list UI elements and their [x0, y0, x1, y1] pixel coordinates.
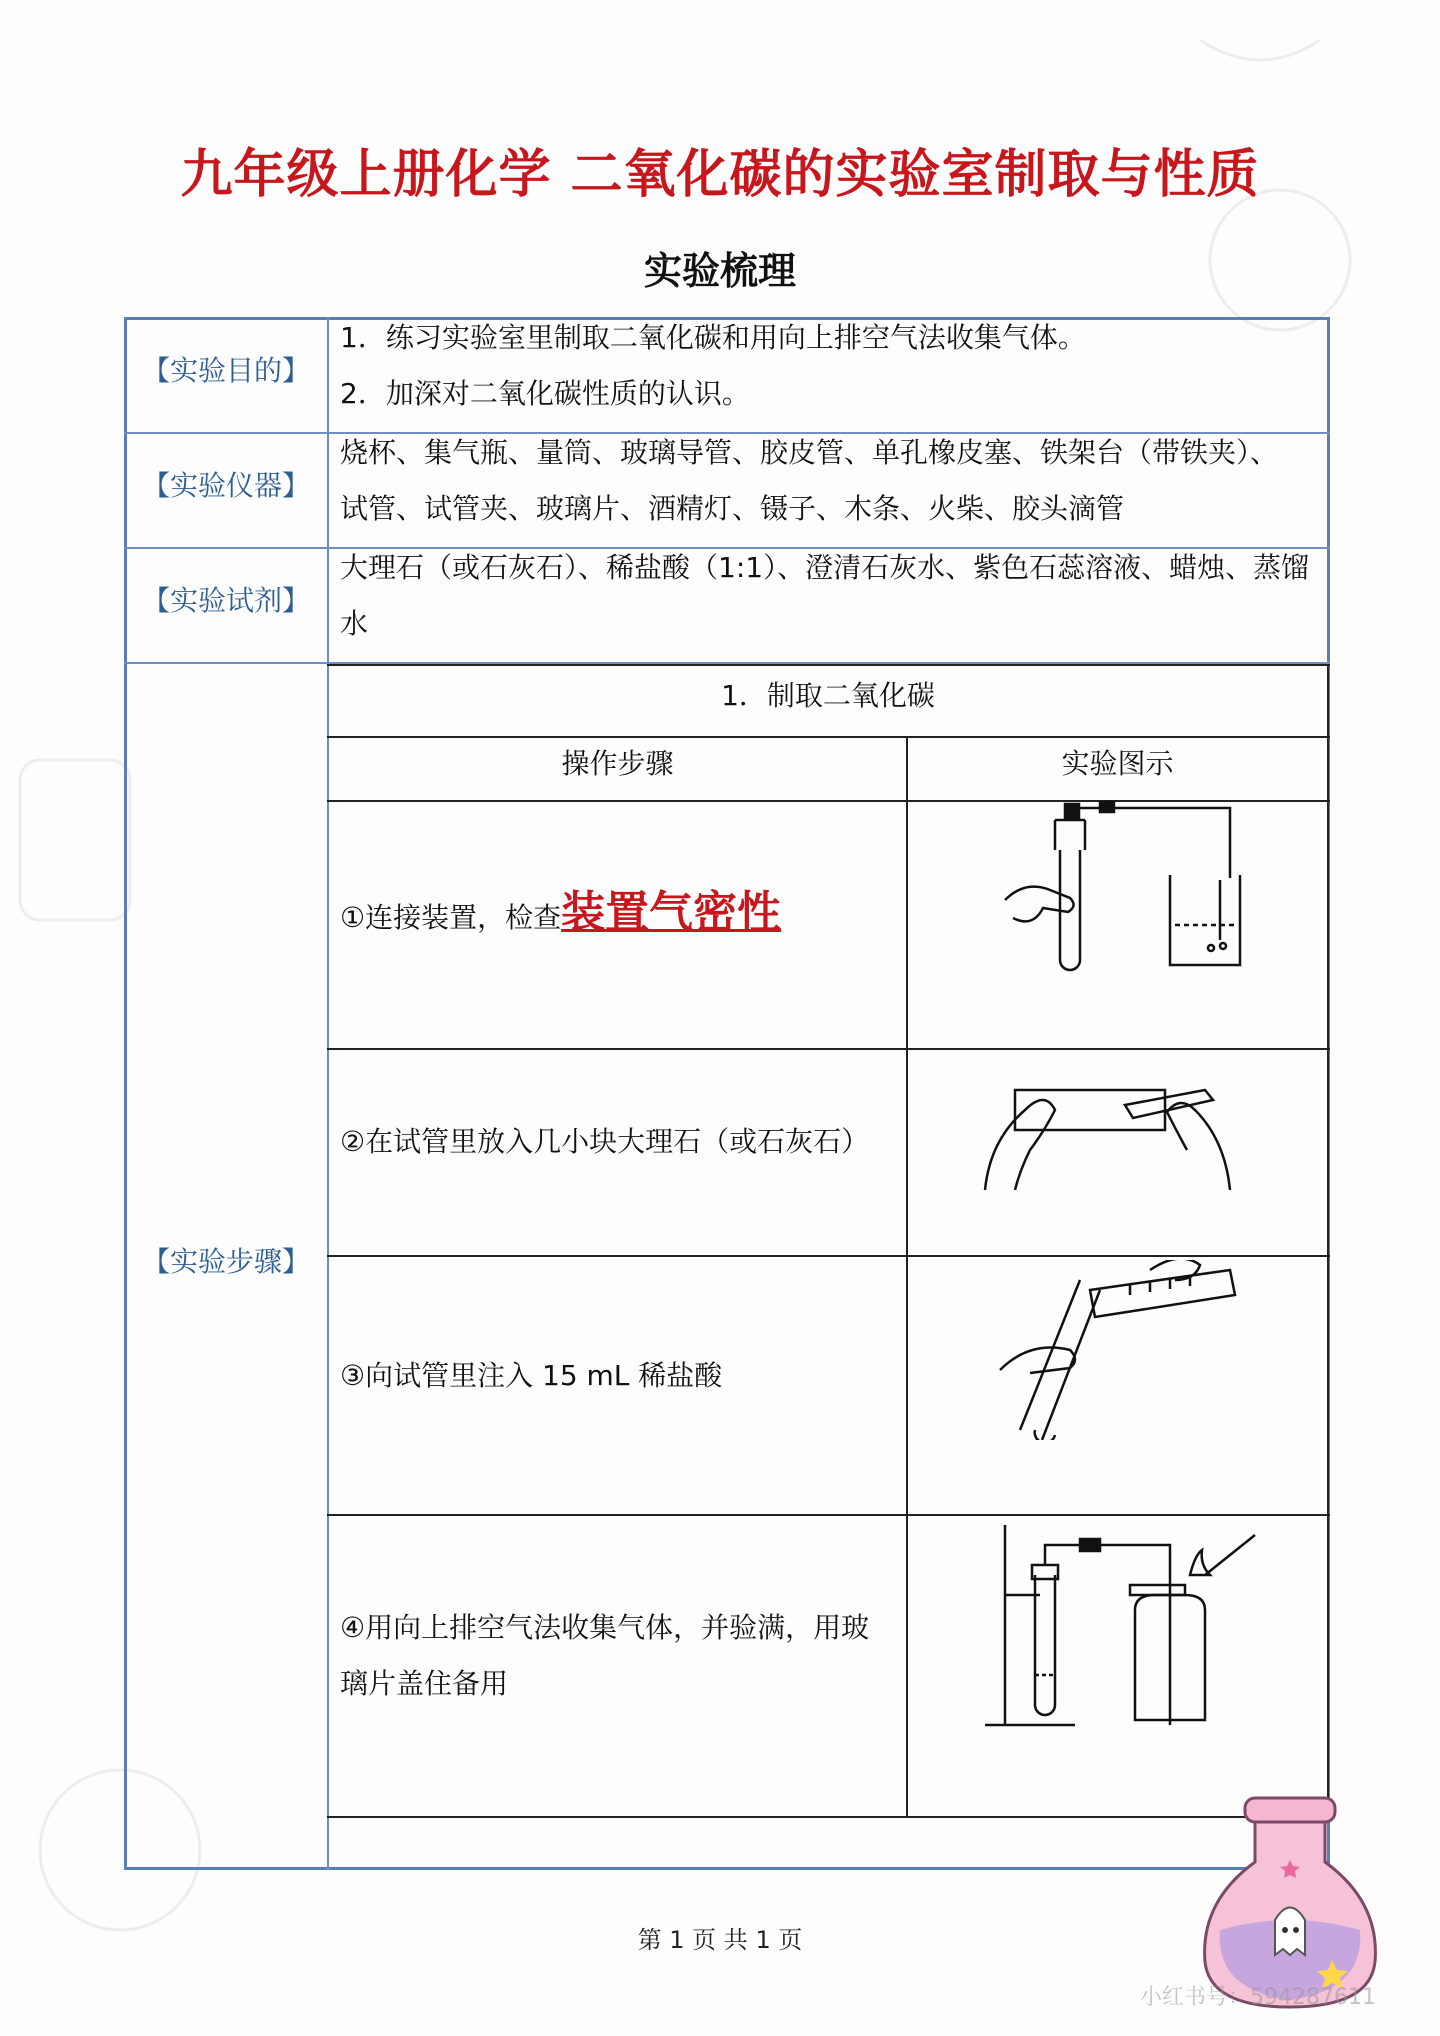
reagents-line-2: 水	[340, 607, 369, 640]
purpose-line-2: 2．加深对二氧化碳性质的认识。	[340, 377, 750, 410]
inner-table-border	[327, 664, 1330, 666]
add-marble-figure	[975, 1050, 1275, 1210]
inner-table-border	[327, 736, 1330, 738]
step-4-text	[340, 1600, 900, 1712]
page-title: 九年级上册化学 二氧化碳的实验室制取与性质	[180, 145, 1260, 205]
collect-gas-figure	[975, 1515, 1265, 1730]
step-3-text: ③向试管里注入 15 mL 稀盐酸	[340, 1359, 723, 1392]
pour-acid-figure	[990, 1260, 1270, 1440]
purpose-label: 【实验目的】	[141, 354, 310, 387]
page-footer: 第 1 页 共 1 页	[637, 1926, 803, 1954]
instruments-label: 【实验仪器】	[141, 469, 310, 502]
watermark-text: 小红书号：594287611	[1140, 1985, 1376, 2010]
inner-table-border	[906, 736, 908, 1816]
step-1-text	[340, 885, 900, 946]
reagents-label: 【实验试剂】	[141, 584, 310, 617]
inner-table-border	[327, 1816, 1330, 1818]
label-column-divider	[327, 317, 329, 1870]
instruments-line-2: 试管、试管夹、玻璃片、酒精灯、镊子、木条、火柴、胶头滴管	[340, 492, 1125, 525]
column-header-operation: 操作步骤	[561, 747, 674, 780]
inner-table-border	[327, 1255, 1330, 1257]
reagents-line-1: 大理石（或石灰石）、稀盐酸（1:1）、澄清石灰水、紫色石蕊溶液、蜡烛、蒸馏	[340, 551, 1310, 584]
instruments-line-1: 烧杯、集气瓶、量筒、玻璃导管、胶皮管、单孔橡皮塞、铁架台（带铁夹）、	[340, 436, 1279, 469]
step-1-instruction: ①连接装置，检查	[340, 901, 562, 934]
airtightness-check-figure	[995, 800, 1255, 980]
step-4-line-2: 璃片盖住备用	[340, 1667, 509, 1700]
purpose-line-1: 1．练习实验室里制取二氧化碳和用向上排空气法收集气体。	[340, 321, 1086, 354]
section-subtitle: 实验梳理	[643, 249, 796, 293]
column-header-figure: 实验图示	[1061, 747, 1174, 780]
step-4-line-1: ④用向上排空气法收集气体，并验满，用玻	[340, 1611, 870, 1644]
step-2-text: ②在试管里放入几小块大理石（或石灰石）	[340, 1125, 870, 1158]
inner-table-border	[1327, 664, 1329, 1816]
steps-label: 【实验步骤】	[141, 1245, 310, 1278]
steps-section-title: 1．制取二氧化碳	[721, 679, 935, 712]
step-1-answer: 装置气密性	[561, 887, 782, 938]
